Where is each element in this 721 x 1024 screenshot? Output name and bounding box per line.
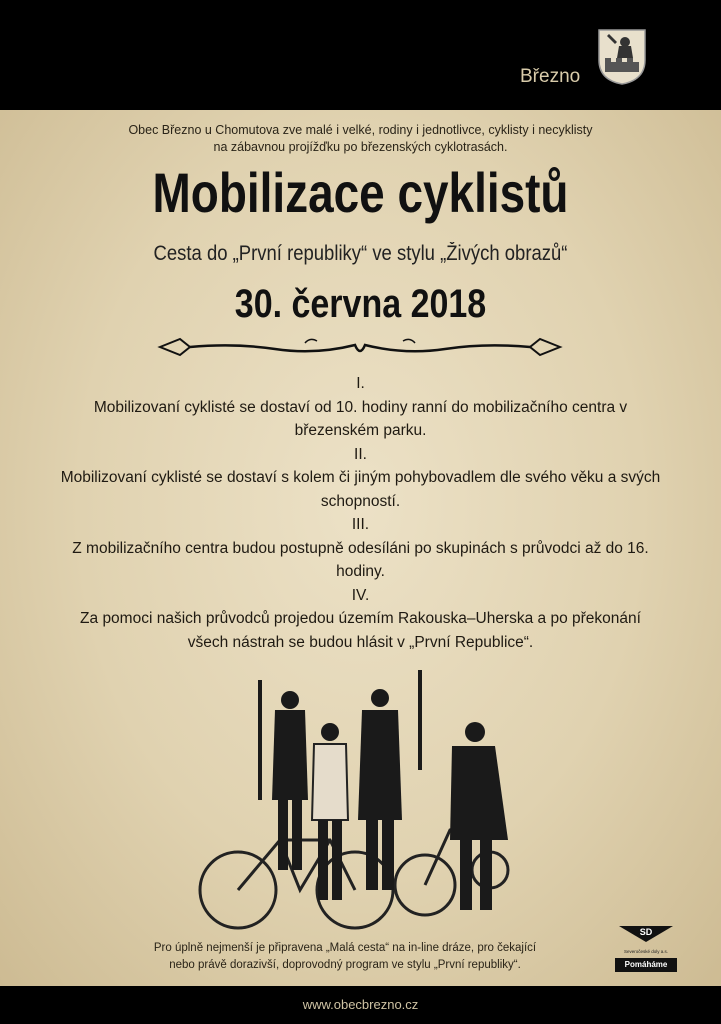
- rule-number: II.: [354, 445, 367, 463]
- rule-number: IV.: [351, 586, 370, 604]
- rule-text: Mobilizovaní cyklisté se dostaví od 10. hodiny ranní do mobilizačního centra v březenském parku.: [93, 398, 628, 439]
- page-title: Mobilizace cyklistů: [152, 161, 569, 224]
- intro-line-2: na zábavnou projížďku po březenských cyklotrasách.: [213, 140, 508, 154]
- intro-line-1: Obec Březno u Chomutova zve malé i velké, rodiny i jednotlivce, cyklisty i necyklisty: [128, 123, 593, 137]
- sponsor-logo: [615, 922, 677, 972]
- website-link[interactable]: www.obecbrezno.cz: [302, 997, 419, 1012]
- rule-text: Za pomoci našich průvodců projedou územím Rakouska–Uherska a po překonání všech nástrah se budou hlásit v „První Republice“.: [80, 610, 641, 651]
- footnote-line-2: nebo právě dorazivší, doprovodný program ve stylu „První republiky“.: [169, 959, 521, 971]
- castle-skyline-icon: [60, 10, 380, 110]
- sponsor-slogan: Pomáháme: [615, 958, 677, 972]
- rule-text: Mobilizovaní cyklisté se dostaví s kolem či jiným pohybovadlem dle svého věku a svých schopností.: [60, 469, 661, 510]
- footnote-line-1: Pro úplně nejmenší je připravena „Malá cesta“ na in-line dráze, pro čekající: [153, 942, 537, 954]
- sponsor-emblem-icon: [615, 922, 677, 944]
- soldiers-with-bicycles-illustration: [190, 670, 530, 935]
- event-date: 30. června 2018: [234, 282, 487, 326]
- town-crest-icon: [597, 28, 647, 86]
- ornamental-divider-icon: [155, 333, 565, 361]
- sponsor-company: Severočeské doly a.s.: [623, 949, 669, 954]
- sponsor-logo-text: SD: [639, 927, 653, 937]
- rules-list: [60, 372, 661, 654]
- footnote-text: [110, 940, 580, 974]
- rule-number: III.: [351, 516, 370, 533]
- subtitle: Cesta do „První republiky“ ve stylu „Živých obrazů“: [153, 242, 568, 265]
- rule-number: I.: [356, 375, 365, 392]
- town-name: Březno: [520, 66, 581, 87]
- intro-text: [90, 122, 631, 156]
- rule-text: Z mobilizačního centra budou postupně odesíláni po skupinách s průvodci až do 16. hodiny.: [72, 539, 649, 580]
- header-bar: [0, 0, 721, 110]
